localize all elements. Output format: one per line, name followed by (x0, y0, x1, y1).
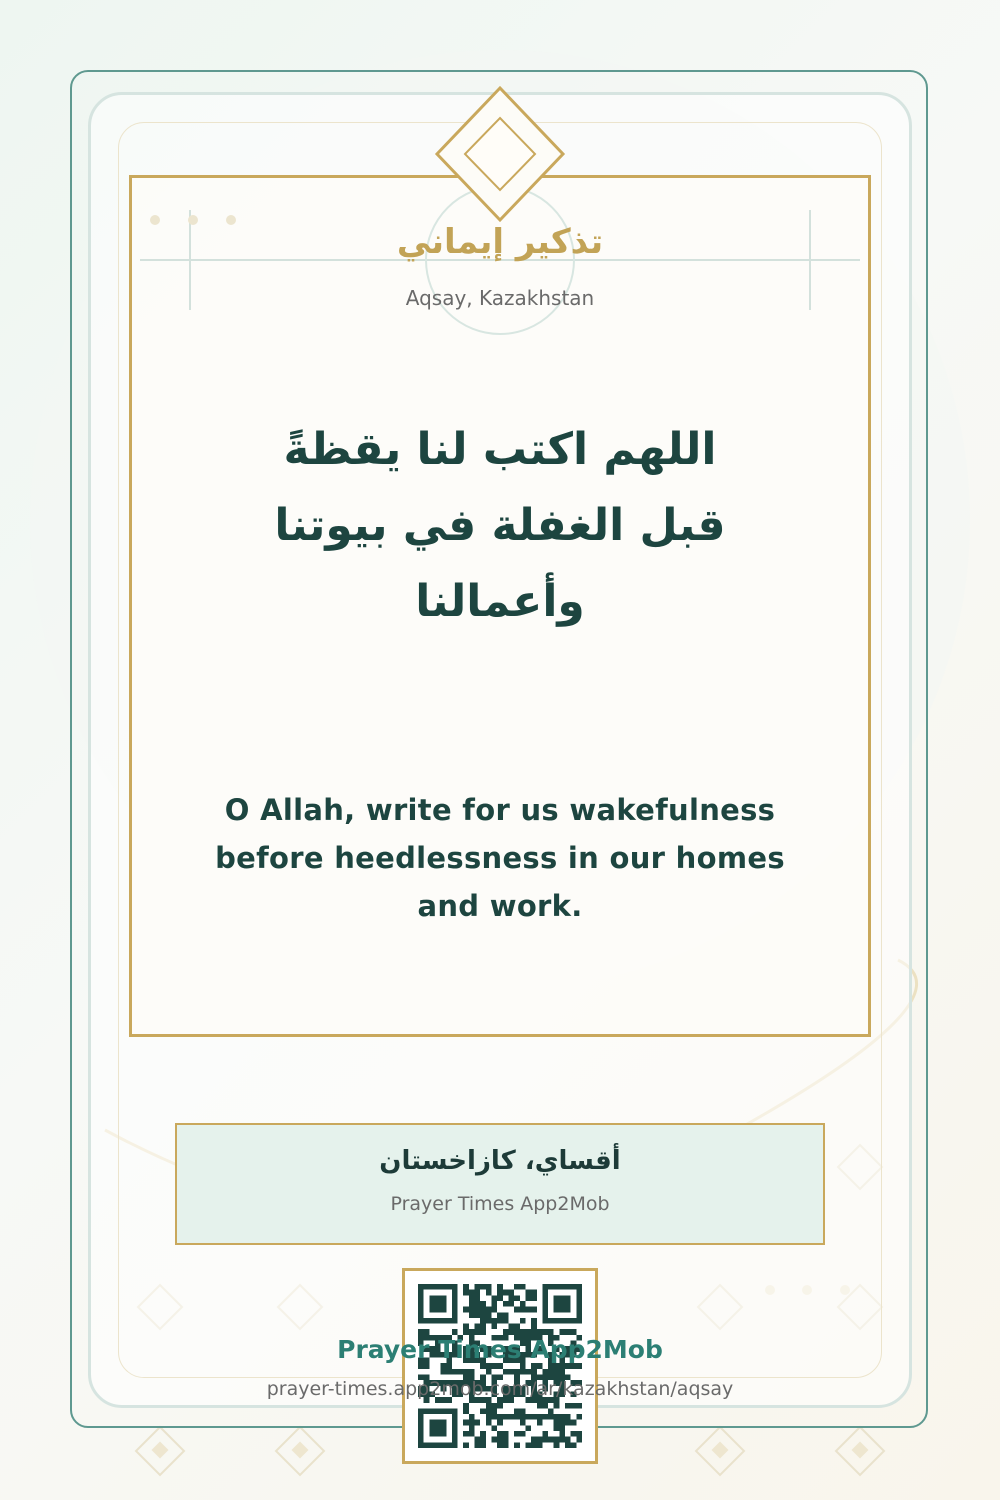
dua-english (200, 786, 800, 930)
page-title: تذكير إيماني (396, 222, 604, 262)
dua-arabic-line: وأعمالنا (415, 576, 585, 627)
location-subtitle: Aqsay, Kazakhstan (405, 286, 595, 310)
dua-english-line: before heedlessness in our homes (215, 841, 785, 875)
header-ornament (0, 0, 1000, 400)
dua-arabic (200, 412, 800, 640)
dua-english-line: O Allah, write for us wakefulness (224, 793, 776, 827)
dua-english-line: and work. (417, 889, 583, 923)
app-name: Prayer Times App2Mob (390, 1193, 610, 1215)
qr-code[interactable] (402, 1268, 598, 1464)
footer-url[interactable]: prayer-times.app2mob.com/ar/kazakhstan/aqsay (266, 1378, 734, 1400)
location-arabic: أقساي، كازاخستان (379, 1146, 621, 1176)
qr-code-icon (418, 1284, 582, 1448)
dua-arabic-line: قبل الغفلة في بيوتنا (274, 500, 726, 551)
dua-arabic-line: اللهم اكتب لنا يقظةً (283, 424, 717, 475)
location-card (175, 1123, 825, 1245)
footer-brand: Prayer Times App2Mob (337, 1335, 663, 1364)
